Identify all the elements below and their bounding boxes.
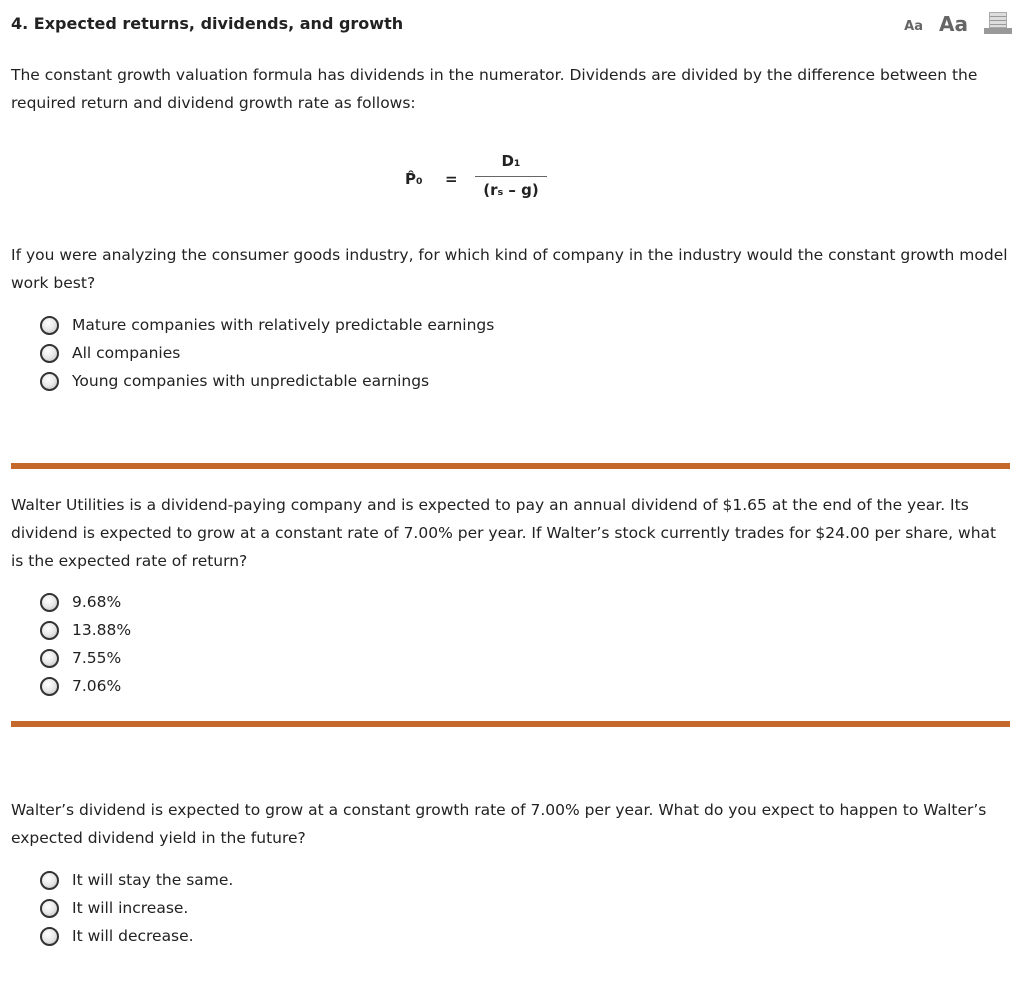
intro-text: The constant growth valuation formula has dividends in the numerator. Dividends are divided by the difference between the required return and dividend growth rate as follows:: [11, 66, 978, 112]
increase-text-size-button[interactable]: Aa: [939, 12, 968, 36]
toolbar: [904, 12, 1012, 34]
formula-denominator: (rₛ – g): [483, 181, 539, 199]
option-label: Young companies with unpredictable earnings: [72, 372, 430, 390]
option-1-2[interactable]: [40, 339, 494, 367]
radio-button[interactable]: [40, 649, 59, 668]
formula-lhs: P̂₀: [405, 170, 423, 188]
formula-fraction: [475, 152, 547, 199]
option-label: 13.88%: [72, 621, 132, 639]
radio-button[interactable]: [40, 871, 59, 890]
radio-button[interactable]: [40, 593, 59, 612]
option-label: It will decrease.: [72, 927, 194, 945]
option-2-3[interactable]: [40, 644, 131, 672]
radio-button[interactable]: [40, 927, 59, 946]
printer-icon[interactable]: [984, 12, 1012, 34]
radio-button[interactable]: [40, 316, 59, 335]
radio-button[interactable]: [40, 677, 59, 696]
option-label: It will increase.: [72, 899, 189, 917]
option-2-2[interactable]: [40, 616, 131, 644]
question-2-options: [40, 588, 131, 700]
question-3-options: [40, 866, 233, 950]
radio-button[interactable]: [40, 899, 59, 918]
section-divider: [11, 463, 1010, 469]
radio-button[interactable]: [40, 344, 59, 363]
radio-button[interactable]: [40, 621, 59, 640]
option-label: All companies: [72, 344, 181, 362]
option-1-1[interactable]: [40, 311, 494, 339]
formula-equals: =: [445, 170, 458, 188]
option-label: It will stay the same.: [72, 871, 234, 889]
radio-button[interactable]: [40, 372, 59, 391]
option-2-4[interactable]: [40, 672, 131, 700]
option-1-3[interactable]: [40, 367, 494, 395]
formula-numerator: D₁: [475, 152, 547, 177]
page-title: 4. Expected returns, dividends, and growth: [11, 14, 404, 33]
option-label: 7.06%: [72, 677, 122, 695]
option-3-2[interactable]: [40, 894, 233, 922]
option-2-1[interactable]: [40, 588, 131, 616]
option-3-3[interactable]: [40, 922, 233, 950]
option-label: 9.68%: [72, 593, 122, 611]
question-1-options: [40, 311, 494, 395]
question-3-text: Walter’s dividend is expected to grow at a constant growth rate of 7.00% per year. What do you expect to happen to Walter’s expected dividend yield in the future?: [11, 801, 987, 847]
question-1-text: If you were analyzing the consumer goods industry, for which kind of company in the industry would the constant growth model work best?: [11, 246, 1008, 292]
option-label: 7.55%: [72, 649, 122, 667]
question-2-text: Walter Utilities is a dividend-paying company and is expected to pay an annual dividend of $1.65 at the end of the year. Its dividend is expected to grow at a constant rate of 7.00% per year. If Walter’s stock currently trades for $24.00 per share, what is the expected rate of return?: [11, 496, 997, 570]
option-3-1[interactable]: [40, 866, 233, 894]
option-label: Mature companies with relatively predictable earnings: [72, 316, 495, 334]
decrease-text-size-button[interactable]: Aa: [904, 19, 924, 34]
section-divider: [11, 721, 1010, 727]
